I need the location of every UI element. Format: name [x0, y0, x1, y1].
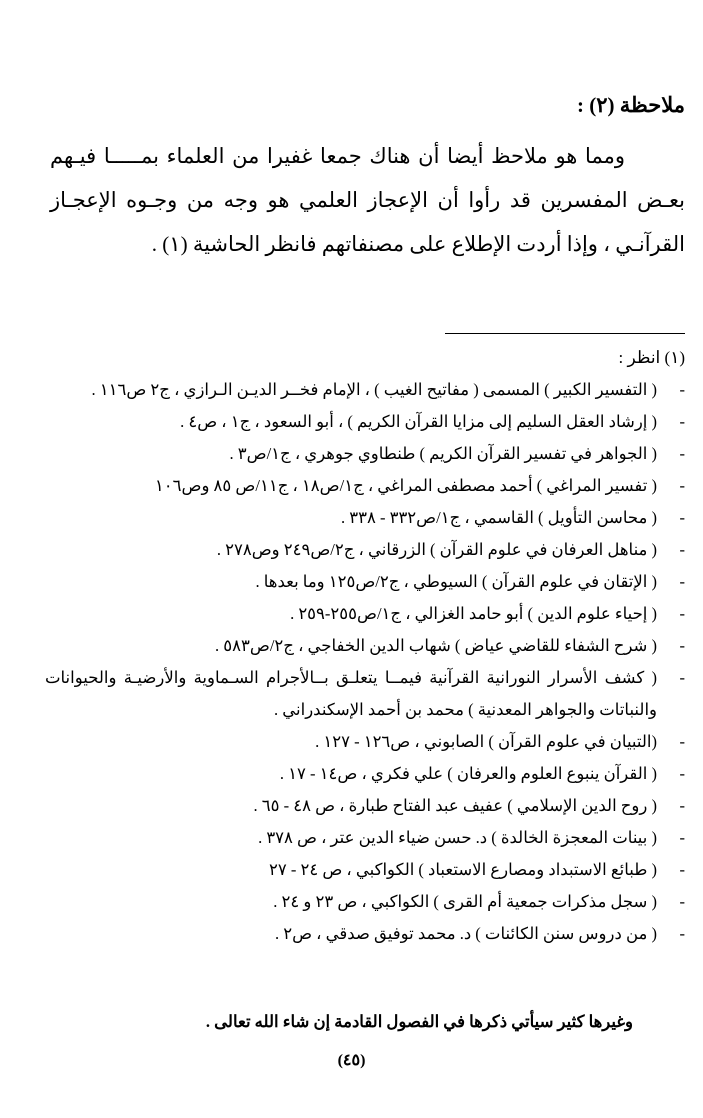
footnote-item — [45, 726, 685, 758]
footnote-item — [45, 566, 685, 598]
list-dash: - — [679, 604, 685, 623]
footnote-item-text: ( روح الدين الإسلامي ) عفيف عبد الفتاح طبارة ، ص ٤٨ - ٦٥ . — [253, 796, 657, 815]
footnote-item-text: ( التفسير الكبير ) المسمى ( مفاتيح الغيب ) ، الإمام فخــر الديـن الـرازي ، ج٢ ص١١٦ . — [91, 380, 657, 399]
footnote-separator — [445, 333, 685, 334]
footnote-item-text: ( كشف الأسرار النورانية القرآنية فيمــا يتعلـق بــالأجرام السـماوية والأرضيـة والحيوانات والنباتات والجواهر المعدنية ) محمد بن أحمد الإسكندراني . — [45, 668, 657, 719]
footnote-item-text: ( بينات المعجزة الخالدة ) د. حسن ضياء الدين عتر ، ص ٣٧٨ . — [258, 828, 657, 847]
list-dash: - — [679, 476, 685, 495]
footnote-item-text: ( تفسير المراغي ) أحمد مصطفى المراغي ، ج١/ص١٨ ، ج١١/ص ٨٥ وص١٠٦ — [154, 476, 657, 495]
footnote-heading: (١) انظر : — [618, 348, 685, 367]
list-dash: - — [679, 572, 685, 591]
list-dash: - — [679, 860, 685, 879]
footnote-item — [45, 374, 685, 406]
footnote-item — [45, 534, 685, 566]
footnote-item — [45, 438, 685, 470]
footnote-item-text: (التبيان في علوم القرآن ) الصابوني ، ص١٢٦ - ١٢٧ . — [315, 732, 657, 751]
footnote-item — [45, 758, 685, 790]
footnote-item — [45, 630, 685, 662]
note-title: ملاحظة (٢) : — [576, 93, 685, 117]
footnote-item-text: ( طبائع الاستبداد ومصارع الاستعباد ) الكواكبي ، ص ٢٤ - ٢٧ — [269, 860, 657, 879]
footnote-item — [45, 406, 685, 438]
footnote-item-text: ( محاسن التأويل ) القاسمي ، ج١/ص٣٣٢ - ٣٣٨ . — [340, 508, 657, 527]
list-dash: - — [679, 828, 685, 847]
footnote-item — [45, 854, 685, 886]
footnote-item — [45, 822, 685, 854]
list-dash: - — [679, 764, 685, 783]
footnote-item-text: ( شرح الشفاء للقاضي عياض ) شهاب الدين الخفاجي ، ج٢/ص٥٨٣ . — [215, 636, 657, 655]
list-dash: - — [679, 924, 685, 943]
list-dash: - — [679, 668, 685, 687]
list-dash: - — [679, 444, 685, 463]
footnote-item-text: ( القرآن ينبوع العلوم والعرفان ) علي فكري ، ص١٤ - ١٧ . — [279, 764, 657, 783]
list-dash: - — [679, 412, 685, 431]
footnote-item-text: ( إحياء علوم الدين ) أبو حامد الغزالي ، ج١/ص٢٥٥-٢٥٩ . — [290, 604, 657, 623]
footnote-item-text: ( سجل مذكرات جمعية أم القرى ) الكواكبي ، ص ٢٣ و ٢٤ . — [273, 892, 657, 911]
footnote-item — [45, 918, 685, 950]
list-dash: - — [679, 892, 685, 911]
footnote-item-text: ( الجواهر في تفسير القرآن الكريم ) طنطاوي جوهري ، ج١/ص٣ . — [229, 444, 657, 463]
footnote-item — [45, 598, 685, 630]
footnote-item — [45, 470, 685, 502]
footnote-item — [45, 886, 685, 918]
footnote-list — [45, 374, 685, 950]
footnote-item-text: ( الإتقان في علوم القرآن ) السيوطي ، ج٢/ص١٢٥ وما بعدها . — [255, 572, 657, 591]
footnote-closing-line: وغيرها كثير سيأتي ذكرها في الفصول القادمة إن شاء الله تعالى . — [205, 1012, 633, 1031]
list-dash: - — [679, 732, 685, 751]
list-dash: - — [679, 636, 685, 655]
footnote-item — [45, 662, 685, 726]
list-dash: - — [679, 508, 685, 527]
footnote-item-text: ( إرشاد العقل السليم إلى مزايا القرآن الكريم ) ، أبو السعود ، ج١ ، ص٤ . — [180, 412, 657, 431]
list-dash: - — [679, 380, 685, 399]
footnote-item-text: ( مناهل العرفان في علوم القرآن ) الزرقاني ، ج٢/ص٢٤٩ وص٢٧٨ . — [216, 540, 657, 559]
list-dash: - — [679, 796, 685, 815]
footnote-item — [45, 790, 685, 822]
page-number: (٤٥) — [337, 1052, 366, 1069]
footnote-item-text: ( من دروس سنن الكائنات ) د. محمد توفيق صدقي ، ص٢ . — [274, 924, 657, 943]
main-paragraph-block — [50, 134, 685, 266]
footnote-item — [45, 502, 685, 534]
list-dash: - — [679, 540, 685, 559]
main-paragraph: ومما هو ملاحظ أيضا أن هناك جمعا غفيرا من العلماء بمـــــا فيـهم بعـض المفسرين قد رأوا أن الإعجاز العلمي هو وجه من وجـوه الإعجـاز القرآنـي ، وإذا أردت الإطلاع على مصنفاتهم فانظر الحاشية (١) . — [50, 144, 685, 256]
